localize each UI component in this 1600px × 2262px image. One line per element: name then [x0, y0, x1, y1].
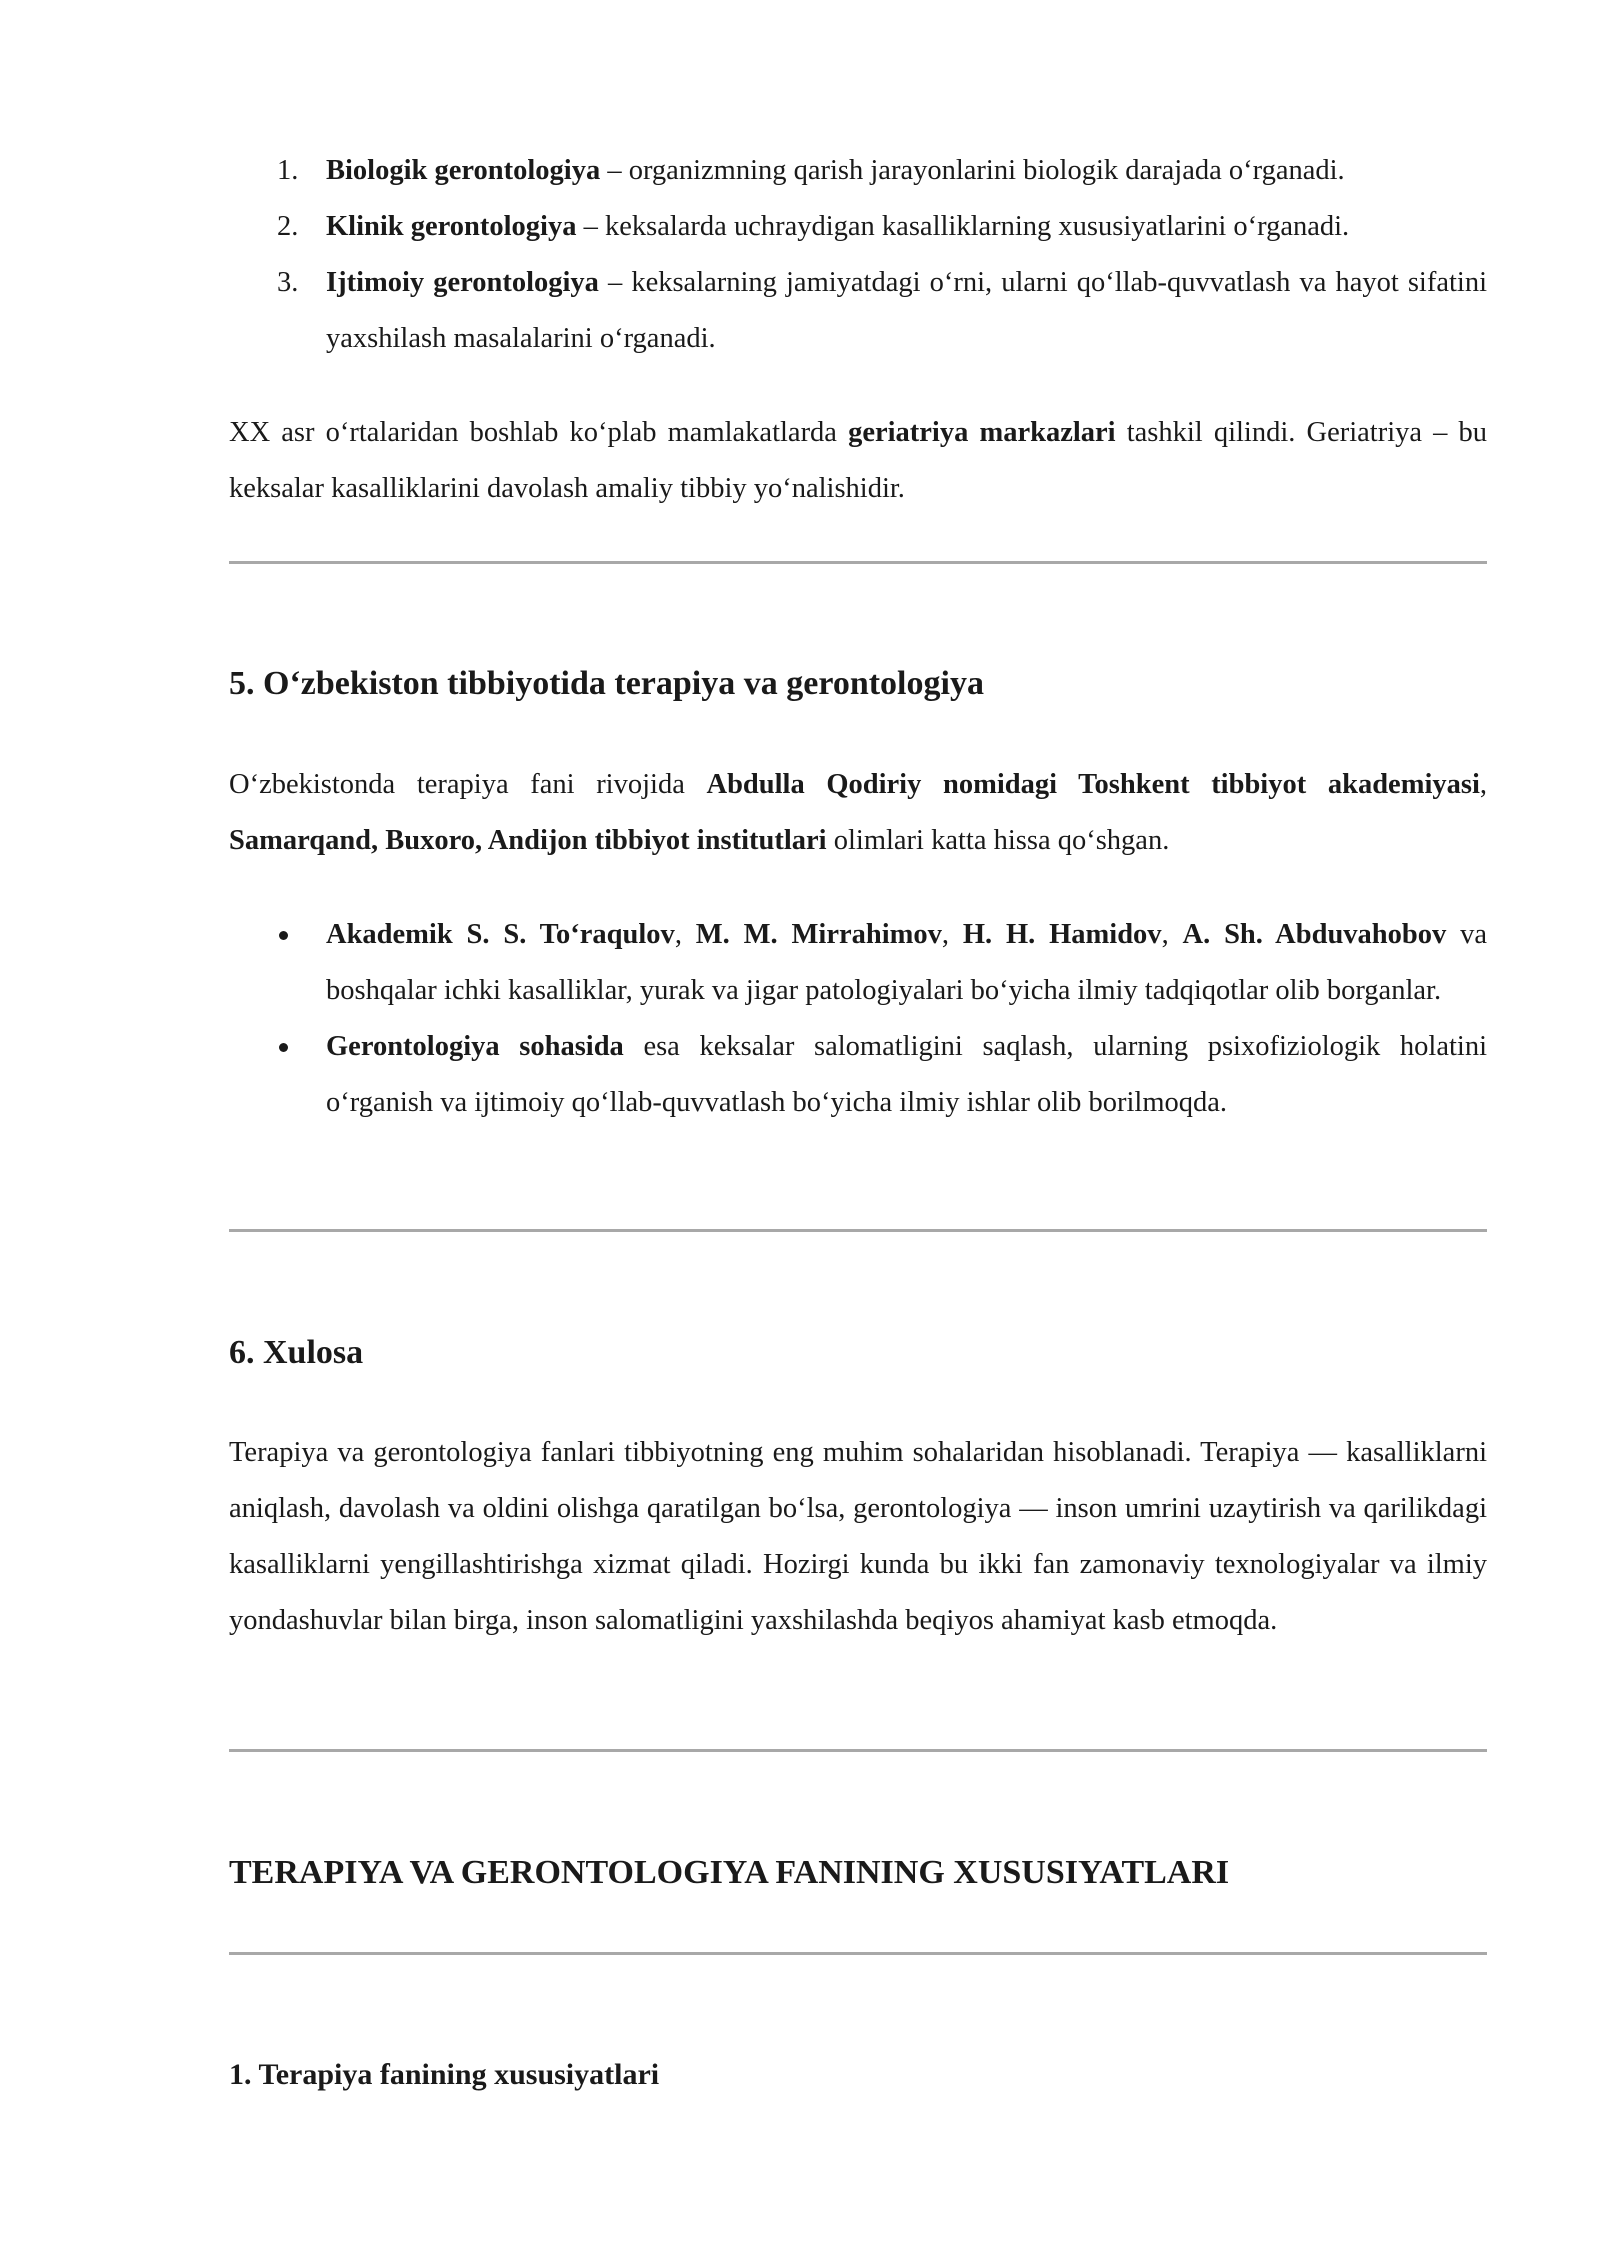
conclusion-paragraph [229, 1425, 1487, 1649]
horizontal-rule [229, 1952, 1487, 1955]
list-item-text: esa keksalar salomatligini saqlash, ularning psixofiziologik holatini o‘rganish va ijtimoiy qo‘llab-quvvatlash bo‘yicha ilmiy ishlar olib borilmoqda. [326, 1031, 1487, 1118]
separator: , [674, 919, 696, 950]
paragraph-text: Terapiya va gerontologiya fanlari tibbiyotning eng muhim sohalaridan hisoblanadi. Terapiya — kasalliklarni aniqlash, davolash va oldini olishga qaratilgan bo‘lsa, gerontologiya — inson umrini uzaytirish va qarilikdagi kasalliklarni yengillashtirishga xizmat qiladi. Hozirgi kunda bu ikki fan zamonaviy texnologiyalar va ilmiy yondashuvlar bilan birga, inson salomatligini yaxshilashda beqiyos ahamiyat kasb etmoqda. [229, 1437, 1487, 1636]
list-item-text: – keksalarning jamiyatdagi o‘rni, ularni qo‘llab-quvvatlash va hayot sifatini yaxshilash masalalarini o‘rganadi. [326, 267, 1487, 354]
list-item-name: Akademik S. S. To‘raqulov [326, 919, 675, 950]
paragraph-bold: geriatriya markazlari [848, 417, 1116, 448]
list-item-term: Klinik gerontologiya [326, 211, 577, 242]
list-number: 1. [277, 155, 299, 186]
section-heading: 5. O‘zbekiston tibbiyotida terapiya va gerontologiya [229, 665, 984, 702]
main-title: TERAPIYA VA GERONTOLOGIYA FANINING XUSUSIYATLARI [229, 1854, 1230, 1891]
list-item-name: M. M. Mirrahimov [695, 919, 942, 950]
separator: , [941, 919, 963, 950]
list-item-text: va boshqalar ichki kasalliklar, yurak va jigar patologiyalari bo‘yicha ilmiy tadqiqotlar olib borganlar. [326, 919, 1488, 1006]
section-intro-paragraph [229, 757, 1487, 869]
list-number: 3. [277, 267, 299, 298]
horizontal-rule [229, 1229, 1487, 1232]
horizontal-rule [229, 1749, 1487, 1752]
list-item-term: Biologik gerontologiya [326, 155, 601, 186]
paragraph-text: , [1479, 769, 1487, 800]
list-item [229, 907, 1487, 1019]
list-item-name: H. H. Hamidov [962, 919, 1162, 950]
list-item [229, 255, 1487, 367]
bullet-icon [279, 1043, 288, 1052]
bullet-list [229, 907, 1487, 1131]
paragraph-text: olimlari katta hissa qo‘shgan. [826, 825, 1170, 856]
list-item-name: A. Sh. Abduvahobov [1182, 919, 1447, 950]
list-number: 2. [277, 211, 299, 242]
list-item-text: – keksalarda uchraydigan kasalliklarning xususiyatlarini o‘rganadi. [576, 211, 1350, 242]
horizontal-rule [229, 561, 1487, 564]
paragraph-bold: Abdulla Qodiriy nomidagi Toshkent tibbiyot akademiyasi [706, 769, 1480, 800]
separator: , [1161, 919, 1183, 950]
list-item-text: – organizmning qarish jarayonlarini biologik darajada o‘rganadi. [600, 155, 1345, 186]
section-heading: 6. Xulosa [229, 1334, 364, 1371]
list-item-term: Ijtimoiy gerontologiya [326, 267, 599, 298]
subsection-heading: 1. Terapiya fanining xususiyatlari [229, 2058, 660, 2091]
paragraph-text: O‘zbekistonda terapiya fani rivojida [229, 769, 707, 800]
bullet-icon [279, 931, 288, 940]
list-item [229, 143, 1487, 199]
geriatrics-paragraph [229, 405, 1487, 517]
numbered-list [229, 143, 1487, 367]
paragraph-text: XX asr o‘rtalaridan boshlab ko‘plab mamlakatlarda [229, 417, 849, 448]
list-item [229, 1019, 1487, 1131]
paragraph-text: tashkil qilindi. Geriatriya – bu keksalar kasalliklarini davolash amaliy tibbiy yo‘nalishidir. [229, 417, 1488, 504]
list-item [229, 199, 1487, 255]
paragraph-bold: Samarqand, Buxoro, Andijon tibbiyot institutlari [229, 825, 827, 856]
list-item-term: Gerontologiya sohasida [326, 1031, 624, 1062]
